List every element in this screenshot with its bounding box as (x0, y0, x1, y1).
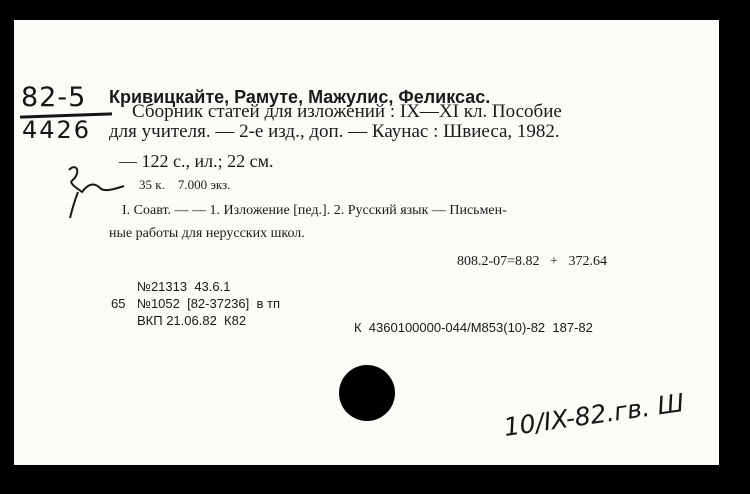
subjects-line-2: ные работы для нерусских школ. (109, 226, 305, 241)
author-line: Кривицкайте, Рамуте, Мажулис, Феликсас. (109, 87, 491, 107)
title-line-1: Сборник статей для изложений : IX—XI кл. Пособие (132, 101, 562, 122)
record-line-3: ВКП 21.06.82 К82 (137, 313, 247, 328)
index-code: К 4360100000-044/М853(10)-82 187-82 (354, 320, 593, 335)
handwritten-note: 10/IX-82.гв. Ш (501, 387, 686, 442)
subjects-line-1: I. Соавт. — — 1. Изложение [пед.]. 2. Русский язык — Письмен- (122, 203, 507, 218)
title-line-2: для учителя. — 2-е изд., доп. — Каунас : Швиеса, 1982. (109, 121, 560, 142)
record-line-1: №21313 43.6.1 (137, 279, 231, 294)
record-line-2: №1052 [82-37236] в тп (137, 296, 280, 311)
physical-description: — 122 с., ил.; 22 см. (119, 151, 274, 171)
punch-hole (339, 365, 395, 421)
call-number-bottom: 4426 (22, 116, 92, 144)
classification: 808.2-07=8.82 + 372.64 (457, 254, 607, 269)
record-line-2-prefix: 65 (111, 296, 126, 311)
call-number-top: 82-5 (21, 82, 87, 113)
catalog-card (14, 20, 719, 465)
price-and-copies: 35 к. 7.000 экз. (139, 177, 231, 192)
